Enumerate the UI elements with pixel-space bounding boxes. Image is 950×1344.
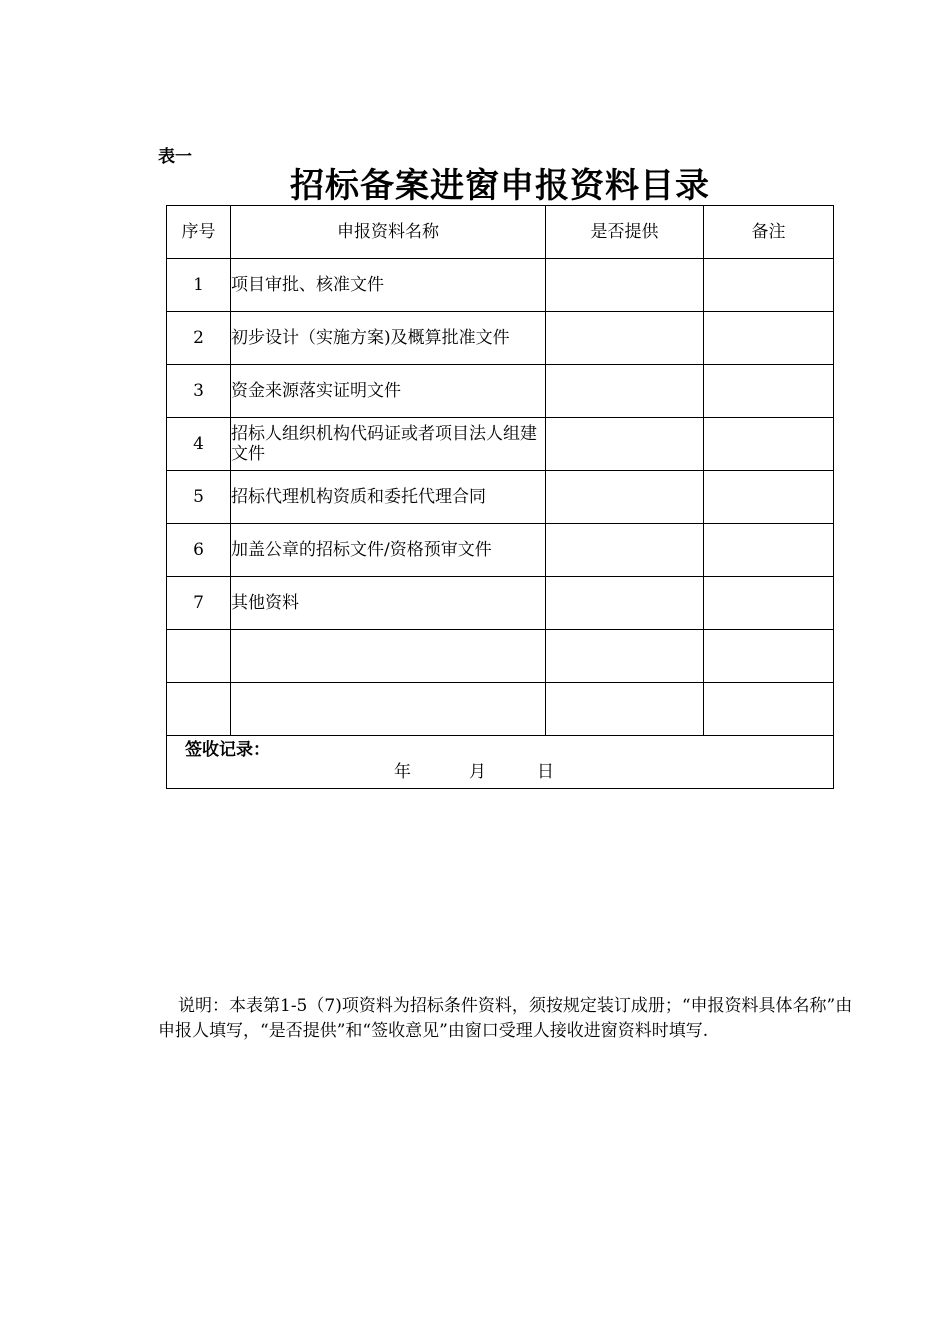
row-provided-cell[interactable] [546,524,704,577]
row-number: 7 [167,577,231,630]
row-provided-cell[interactable] [546,471,704,524]
row-number: 3 [167,365,231,418]
row-remarks-cell[interactable] [704,683,834,736]
table-row [167,471,834,524]
table-row [167,683,834,736]
table-row [167,312,834,365]
explanatory-note: 说明：本表第1-5（7)项资料为招标条件资料，须按规定装订成册；“申报资料具体名称”由申报人填写，“是否提供”和“签收意见”由窗口受理人接收进窗资料时填写. [158,996,853,1041]
date-month-label: 月 [469,762,486,782]
row-remarks-cell[interactable] [704,418,834,471]
row-number: 2 [167,312,231,365]
row-number: 5 [167,471,231,524]
sign-record-cell[interactable] [167,736,834,789]
row-material-name: 招标代理机构资质和委托代理合同 [231,471,546,524]
row-provided-cell[interactable] [546,312,704,365]
row-number: 1 [167,259,231,312]
row-number [167,683,231,736]
row-remarks-cell[interactable] [704,577,834,630]
date-year-label: 年 [394,762,411,782]
row-material-name: 项目审批、核准文件 [231,259,546,312]
table-row [167,418,834,471]
sign-record-label: 签收记录： [185,740,270,760]
row-material-name: 其他资料 [231,577,546,630]
header-provided: 是否提供 [546,206,704,259]
row-provided-cell[interactable] [546,577,704,630]
row-number [167,630,231,683]
row-provided-cell[interactable] [546,259,704,312]
row-remarks-cell[interactable] [704,259,834,312]
row-remarks-cell[interactable] [704,630,834,683]
document-title: 招标备案进窗申报资料目录 [290,166,710,206]
table-row [167,259,834,312]
table-row [167,577,834,630]
row-number: 4 [167,418,231,471]
table-row [167,524,834,577]
header-row [167,206,834,259]
table-row [167,365,834,418]
sign-record-row [167,736,834,789]
row-material-name: 加盖公章的招标文件/资格预审文件 [231,524,546,577]
row-remarks-cell[interactable] [704,524,834,577]
row-provided-cell[interactable] [546,365,704,418]
table-row [167,630,834,683]
header-name: 申报资料名称 [231,206,546,259]
header-seq: 序号 [167,206,231,259]
date-day-label: 日 [537,762,554,782]
row-material-name[interactable] [231,683,546,736]
row-provided-cell[interactable] [546,683,704,736]
row-material-name: 初步设计（实施方案)及概算批准文件 [231,312,546,365]
row-material-name: 招标人组织机构代码证或者项目法人组建文件 [231,418,546,471]
row-remarks-cell[interactable] [704,312,834,365]
row-number: 6 [167,524,231,577]
row-material-name: 资金来源落实证明文件 [231,365,546,418]
header-remarks: 备注 [704,206,834,259]
row-material-name[interactable] [231,630,546,683]
row-remarks-cell[interactable] [704,365,834,418]
row-provided-cell[interactable] [546,418,704,471]
table-label: 表一 [158,147,192,167]
row-provided-cell[interactable] [546,630,704,683]
material-catalog-table [166,205,834,789]
row-remarks-cell[interactable] [704,471,834,524]
